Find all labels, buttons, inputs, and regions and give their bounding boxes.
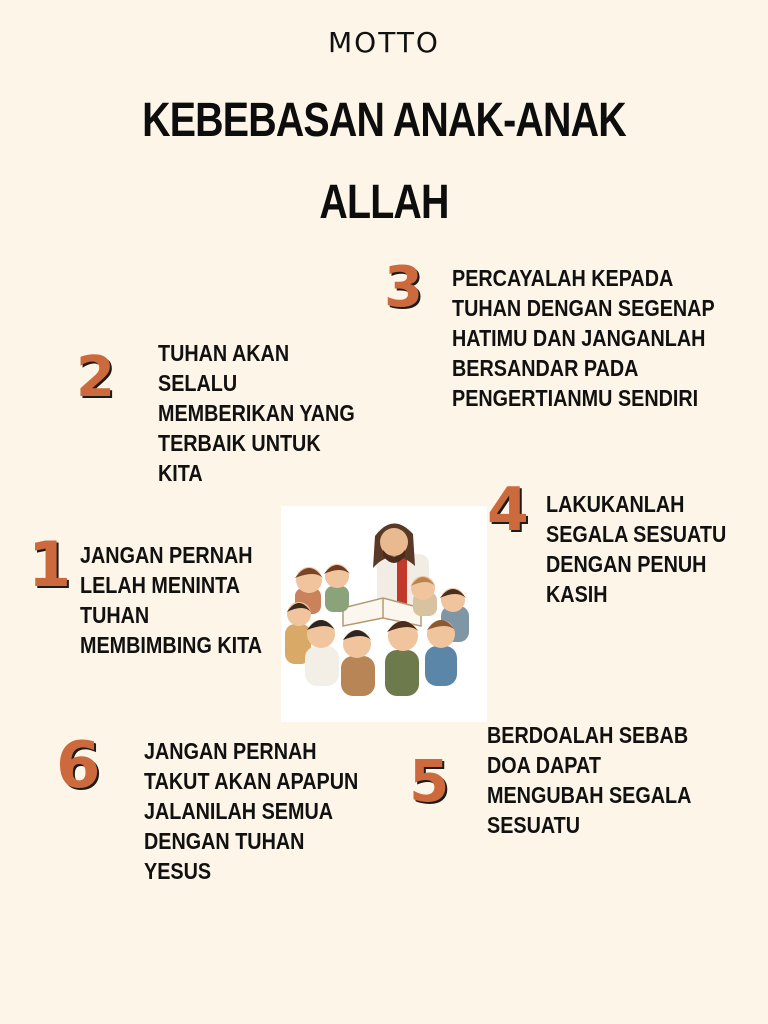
jesus-with-children-illustration <box>281 506 487 722</box>
item-text-5: BERDOALAH SEBAB DOA DAPAT MENGUBAH SEGALA SESUATU <box>487 722 692 838</box>
item-number-3: 3 <box>384 255 423 320</box>
illustration-art <box>281 506 487 722</box>
item-text-3: PERCAYALAH KEPADA TUHAN DENGAN SEGENAP HATIMU DAN JANGANLAH BERSANDAR PADA PENGERTIANMU SENDIRI <box>452 265 715 411</box>
item-text-1: JANGAN PERNAH LELAH MENINTA TUHAN MEMBIMBING KITA <box>80 542 263 658</box>
item-number-6: 6 <box>56 729 101 803</box>
item-number-4: 4 <box>487 475 529 545</box>
item-number-1: 1 <box>28 528 72 601</box>
item-text-4: LAKUKANLAH SEGALA SESUATU DENGAN PENUH KASIH <box>546 491 727 607</box>
page-title: KEBEBASAN ANAK-ANAK ALLAH <box>142 94 626 229</box>
item-text-2: TUHAN AKAN SELALU MEMBERIKAN YANG TERBAIK UNTUK KITA <box>158 340 355 486</box>
item-number-5: 5 <box>409 747 450 815</box>
motto-label: MOTTO <box>328 26 440 59</box>
item-number-2: 2 <box>76 345 115 410</box>
item-text-6: JANGAN PERNAH TAKUT AKAN APAPUN JALANILAH SEMUA DENGAN TUHAN YESUS <box>144 738 359 884</box>
